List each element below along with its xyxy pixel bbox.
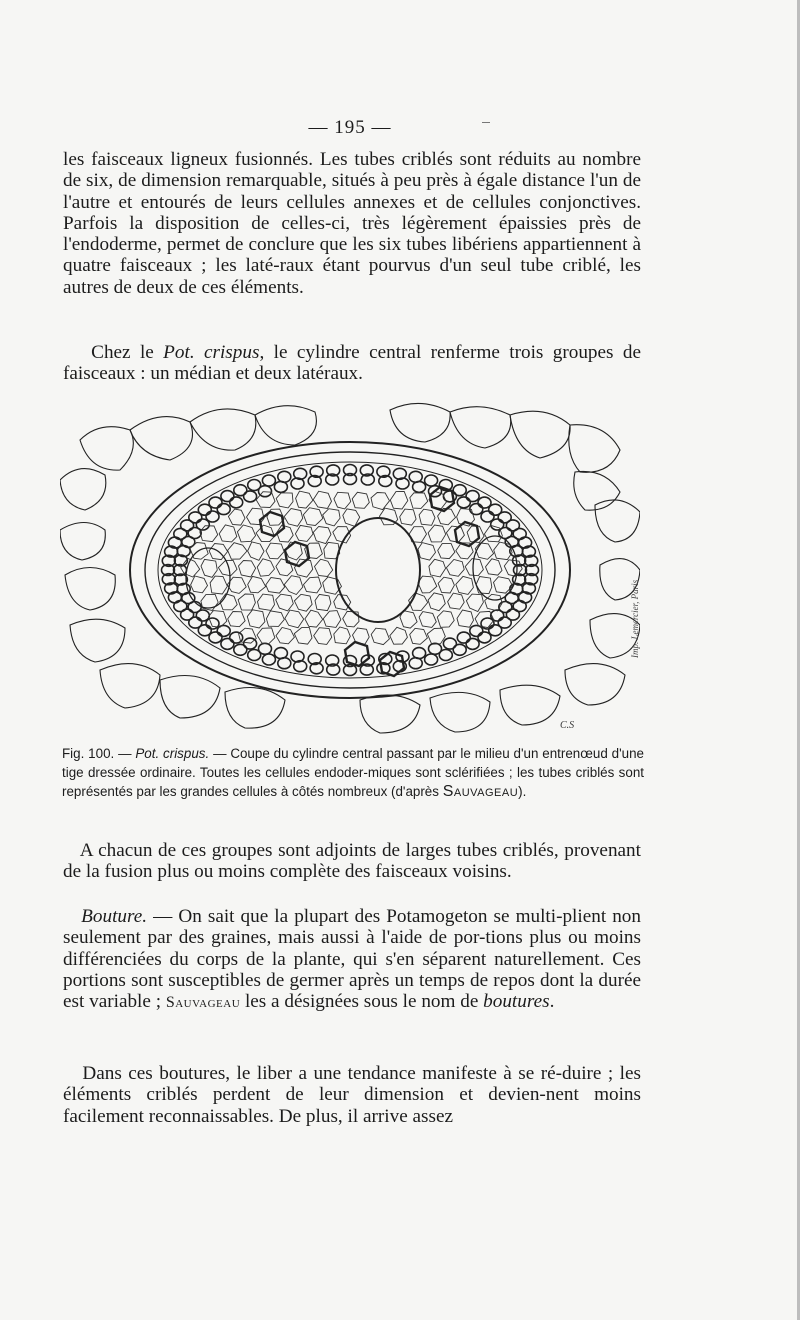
paragraph-4-text-2: les a désignées sous le nom de bbox=[240, 991, 484, 1013]
caption-species: Pot. crispus. bbox=[135, 746, 210, 761]
paragraph-2 bbox=[63, 342, 641, 385]
paragraph-3 bbox=[63, 840, 641, 883]
figure-label: Fig. 100. bbox=[62, 746, 115, 761]
page-number: — 195 — bbox=[308, 117, 392, 138]
term-boutures: boutures bbox=[483, 991, 550, 1013]
paragraph-2-rest: , le cylindre central renferme trois groupes de faisceaux : un médian et deux latéraux. bbox=[63, 342, 641, 385]
paragraph-5 bbox=[63, 1063, 641, 1127]
figure-initials: C.S bbox=[560, 720, 575, 731]
paragraph-1: les faisceaux ligneux fusionnés. Les tubes criblés sont réduits au nombre de six, de dimension remarquable, situés à peu près à égale distance l'un de l'autre et entourés de leurs cellules annexes et de cellules conjonctives. Parfois la disposition de celles-ci, très légèrement épaissies près de l'endoderme, permet de conclure que les six tubes libériens appartiennent à quatre faisceaux ; les laté-raux étant pourvus d'un seul tube criblé, les autres de deux de ces éléments. bbox=[63, 149, 641, 298]
caption-end: ). bbox=[518, 784, 527, 799]
paragraph-5-text: Dans ces boutures, le liber a une tendance manifeste à se ré-duire ; les éléments criblés perdent de leur dimension et devien-nent moins facilement reconnaissables. De plus, il arrive assez bbox=[63, 1063, 641, 1127]
paragraph-2-lead: Chez le bbox=[91, 342, 164, 363]
paragraph-4-end: . bbox=[549, 991, 555, 1013]
paragraph-3-text: A chacun de ces groupes sont adjoints de larges tubes criblés, provenant de la fusion plus ou moins complète des faisceaux voisins. bbox=[63, 840, 641, 883]
section-heading-bouture: Bouture. bbox=[81, 906, 148, 927]
figure-caption: Fig. 100. — Pot. crispus. — Coupe du cylindre central passant par le milieu d'un entrenœud d'une tige dressée ordinaire. Toutes les cellules endoder-miques sont sclérifiées ; les tubes criblés sont représentés par les grandes cellules à côtés nombreux (d'après Sauvageau). bbox=[62, 746, 644, 800]
caption-text: — Coupe du cylindre central passant par le milieu d'un entrenœud d'une tige dressée ordinaire. Toutes les cellules endoder-miques sont sclérifiées ; les tubes criblés sont représentés par les grandes cellules à côtés nombreux (d'après bbox=[62, 746, 644, 799]
species-name: Pot. crispus bbox=[163, 342, 260, 363]
engraver-signature: Imp. Lemercier, Paris bbox=[630, 579, 640, 658]
paragraph-4-text: — On sait que la plupart des Potamogeton se multi-plient non seulement par des graines, mais aussi à l'aide de por-tions plus ou moins différenciées du corps de la plante, qui s'en séparent naturellement. Ces portions sont susceptibles de germer après un temps de repos dont la durée est variable ; bbox=[63, 906, 641, 1013]
stem-cross-section-illustration bbox=[60, 400, 640, 735]
ink-mark bbox=[482, 122, 490, 123]
paragraph-4-author: Sauvageau bbox=[165, 994, 241, 1012]
paragraph-4 bbox=[63, 906, 641, 1013]
caption-author: Sauvageau bbox=[442, 783, 519, 800]
